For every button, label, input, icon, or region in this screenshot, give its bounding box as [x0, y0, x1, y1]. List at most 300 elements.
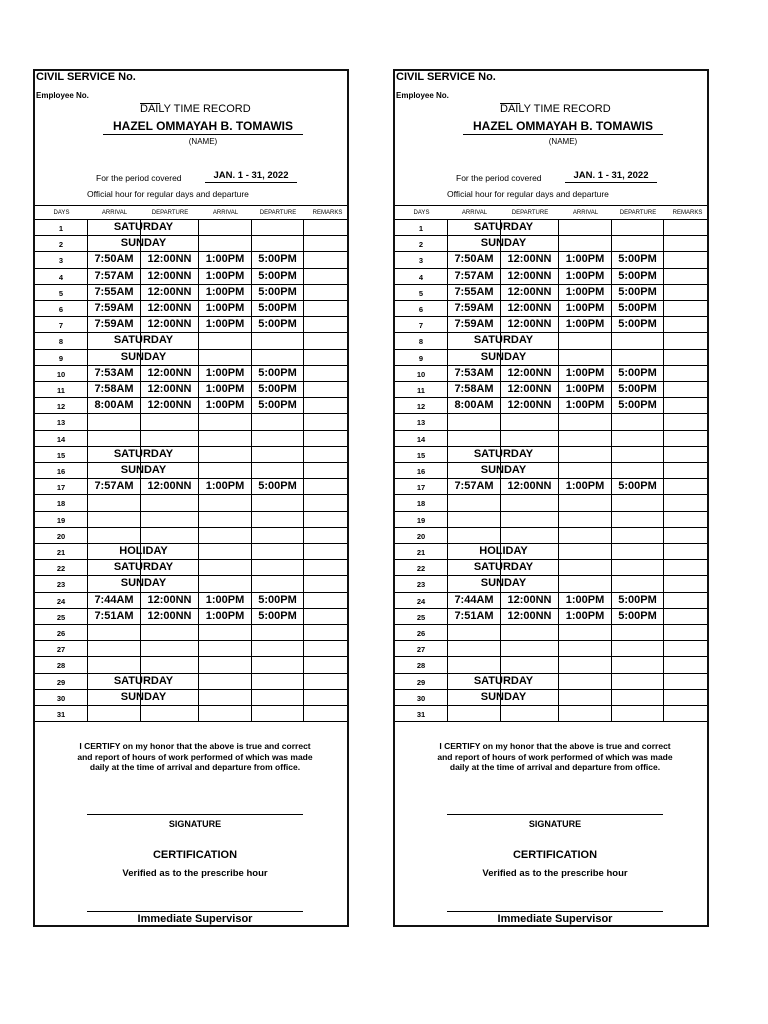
day-number: 30 — [35, 690, 88, 706]
departure-am-time: 12:00NN — [501, 479, 559, 495]
arrival-am-time: 8:00AM — [448, 398, 501, 414]
remarks-cell — [304, 528, 351, 544]
arrival-am-time: 7:58AM — [448, 382, 501, 398]
table-row — [395, 543, 707, 560]
empty-cell — [141, 414, 199, 430]
supervisor-signature-line — [87, 911, 303, 912]
departure-pm-time: 5:00PM — [252, 366, 304, 382]
day-number: 17 — [395, 479, 448, 495]
certify-statement: I CERTIFY on my honor that the above is true and correct and report of hours of work performed of which was made daily at the time of arrival and departure from office. — [77, 741, 313, 772]
empty-cell — [199, 447, 252, 463]
arrival-pm-time: 1:00PM — [199, 398, 252, 414]
day-number: 3 — [395, 252, 448, 268]
remarks-cell — [664, 333, 711, 349]
remarks-cell — [664, 690, 711, 706]
remarks-cell — [664, 431, 711, 447]
empty-cell — [199, 625, 252, 641]
remarks-cell — [304, 706, 351, 722]
day-number: 4 — [395, 269, 448, 285]
day-number: 23 — [395, 576, 448, 592]
empty-cell — [199, 495, 252, 511]
day-status-label: SUNDAY — [480, 237, 527, 250]
day-number: 28 — [395, 657, 448, 673]
remarks-cell — [664, 479, 711, 495]
day-number: 21 — [395, 544, 448, 560]
day-number: 1 — [35, 220, 88, 236]
empty-cell — [612, 414, 664, 430]
table-header — [395, 207, 707, 219]
empty-cell — [141, 657, 199, 673]
remarks-cell — [664, 414, 711, 430]
remarks-cell — [304, 463, 351, 479]
table-bottom-rule — [395, 721, 707, 722]
departure-am-time: 12:00NN — [501, 301, 559, 317]
empty-cell — [252, 625, 304, 641]
departure-pm-time: 5:00PM — [252, 609, 304, 625]
departure-pm-time: 5:00PM — [612, 479, 664, 495]
empty-cell — [559, 414, 612, 430]
empty-cell — [252, 463, 304, 479]
day-number: 2 — [35, 236, 88, 252]
empty-cell — [559, 447, 612, 463]
remarks-cell — [304, 593, 351, 609]
employee-no-label: Employee No. — [36, 91, 89, 100]
arrival-am-time: 7:51AM — [448, 609, 501, 625]
table-row — [35, 430, 347, 447]
day-number: 25 — [395, 609, 448, 625]
remarks-cell — [304, 576, 351, 592]
empty-cell — [252, 544, 304, 560]
remarks-cell — [664, 317, 711, 333]
empty-cell — [612, 560, 664, 576]
column-header: ARRIVAL — [101, 210, 128, 216]
day-number: 29 — [35, 674, 88, 690]
departure-am-time: 12:00NN — [141, 398, 199, 414]
arrival-am-time: 7:55AM — [88, 285, 141, 301]
empty-cell — [612, 463, 664, 479]
empty-cell — [88, 512, 141, 528]
empty-cell — [252, 495, 304, 511]
day-number: 16 — [35, 463, 88, 479]
remarks-cell — [304, 625, 351, 641]
day-number: 20 — [35, 528, 88, 544]
signature-line — [447, 814, 663, 815]
column-header: DAYS — [53, 210, 70, 216]
supervisor-signature-line — [447, 911, 663, 912]
employee-name: HAZEL OMMAYAH B. TOMAWIS — [463, 119, 663, 135]
day-number: 4 — [35, 269, 88, 285]
arrival-pm-time: 1:00PM — [199, 609, 252, 625]
day-number: 27 — [395, 641, 448, 657]
header-rule — [395, 205, 707, 206]
day-number: 12 — [35, 398, 88, 414]
arrival-am-time: 7:53AM — [88, 366, 141, 382]
signature-label: SIGNATURE — [168, 819, 222, 829]
table-row — [35, 251, 347, 268]
remarks-cell — [664, 350, 711, 366]
remarks-cell — [664, 560, 711, 576]
day-status-label: HOLIDAY — [119, 545, 168, 557]
table-row — [35, 592, 347, 609]
empty-cell — [88, 414, 141, 430]
day-status-label: SUNDAY — [120, 577, 167, 590]
empty-cell — [501, 641, 559, 657]
remarks-cell — [304, 236, 351, 252]
empty-cell — [448, 657, 501, 673]
period-label: For the period covered — [456, 173, 542, 183]
remarks-cell — [304, 333, 351, 349]
empty-cell — [559, 333, 612, 349]
column-header: DEPARTURE — [511, 210, 549, 216]
departure-am-time: 12:00NN — [141, 366, 199, 382]
empty-cell — [612, 236, 664, 252]
departure-pm-time: 5:00PM — [252, 382, 304, 398]
departure-am-time: 12:00NN — [501, 269, 559, 285]
remarks-cell — [664, 463, 711, 479]
departure-am-time: 12:00NN — [141, 301, 199, 317]
arrival-am-time: 7:57AM — [448, 269, 501, 285]
day-number: 8 — [35, 333, 88, 349]
remarks-cell — [664, 495, 711, 511]
day-number: 15 — [395, 447, 448, 463]
empty-cell — [559, 220, 612, 236]
empty-cell — [141, 641, 199, 657]
day-number: 25 — [35, 609, 88, 625]
day-number: 5 — [35, 285, 88, 301]
day-number: 10 — [35, 366, 88, 382]
arrival-pm-time: 1:00PM — [199, 479, 252, 495]
table-row — [35, 608, 347, 625]
empty-cell — [199, 236, 252, 252]
day-status-label: SUNDAY — [480, 350, 527, 363]
departure-pm-time: 5:00PM — [612, 366, 664, 382]
table-row — [35, 397, 347, 414]
departure-am-time: 12:00NN — [501, 398, 559, 414]
day-number: 30 — [395, 690, 448, 706]
table-row — [35, 462, 347, 479]
empty-cell — [199, 657, 252, 673]
remarks-cell — [664, 528, 711, 544]
empty-cell — [199, 350, 252, 366]
arrival-pm-time: 1:00PM — [199, 366, 252, 382]
table-row — [395, 575, 707, 592]
empty-cell — [252, 236, 304, 252]
departure-pm-time: 5:00PM — [252, 398, 304, 414]
empty-cell — [252, 674, 304, 690]
remarks-cell — [304, 269, 351, 285]
dtr-card-left — [33, 69, 349, 927]
table-row — [395, 592, 707, 609]
remarks-cell — [304, 382, 351, 398]
empty-cell — [612, 220, 664, 236]
departure-pm-time: 5:00PM — [252, 252, 304, 268]
empty-cell — [501, 625, 559, 641]
empty-cell — [559, 463, 612, 479]
arrival-am-time: 7:57AM — [88, 479, 141, 495]
remarks-cell — [304, 495, 351, 511]
arrival-pm-time: 1:00PM — [199, 301, 252, 317]
empty-cell — [559, 350, 612, 366]
remarks-cell — [664, 236, 711, 252]
empty-cell — [88, 495, 141, 511]
table-row — [395, 673, 707, 690]
table-row — [35, 689, 347, 706]
table-row — [395, 656, 707, 673]
arrival-am-time: 7:44AM — [88, 593, 141, 609]
day-number: 26 — [35, 625, 88, 641]
table-row — [395, 316, 707, 333]
empty-cell — [448, 431, 501, 447]
day-status-label: SUNDAY — [120, 237, 167, 250]
table-row — [35, 656, 347, 673]
remarks-cell — [304, 431, 351, 447]
day-number: 27 — [35, 641, 88, 657]
column-header: ARRIVAL — [461, 210, 488, 216]
table-row — [35, 575, 347, 592]
arrival-am-time: 7:58AM — [88, 382, 141, 398]
departure-pm-time: 5:00PM — [612, 285, 664, 301]
arrival-pm-time: 1:00PM — [559, 269, 612, 285]
empty-cell — [252, 560, 304, 576]
arrival-pm-time: 1:00PM — [559, 398, 612, 414]
remarks-cell — [664, 269, 711, 285]
table-row — [35, 413, 347, 430]
empty-cell — [88, 528, 141, 544]
arrival-am-time: 8:00AM — [88, 398, 141, 414]
table-row — [35, 219, 347, 236]
table-row — [35, 349, 347, 366]
departure-am-time: 12:00NN — [141, 269, 199, 285]
empty-cell — [199, 528, 252, 544]
arrival-pm-time: 1:00PM — [559, 252, 612, 268]
empty-cell — [199, 333, 252, 349]
empty-cell — [252, 512, 304, 528]
day-number: 15 — [35, 447, 88, 463]
table-row — [395, 494, 707, 511]
empty-cell — [612, 674, 664, 690]
day-number: 7 — [395, 317, 448, 333]
empty-cell — [501, 495, 559, 511]
table-row — [35, 624, 347, 641]
empty-cell — [252, 576, 304, 592]
remarks-cell — [664, 366, 711, 382]
header-rule — [35, 205, 347, 206]
day-number: 21 — [35, 544, 88, 560]
day-number: 16 — [395, 463, 448, 479]
day-number: 26 — [395, 625, 448, 641]
dtr-card-right — [393, 69, 709, 927]
empty-cell — [252, 350, 304, 366]
empty-cell — [199, 560, 252, 576]
day-number: 6 — [35, 301, 88, 317]
remarks-cell — [304, 366, 351, 382]
arrival-am-time: 7:59AM — [88, 317, 141, 333]
table-row — [395, 332, 707, 349]
table-row — [35, 332, 347, 349]
arrival-am-time: 7:55AM — [448, 285, 501, 301]
table-row — [35, 640, 347, 657]
departure-pm-time: 5:00PM — [252, 593, 304, 609]
table-row — [395, 640, 707, 657]
day-number: 7 — [35, 317, 88, 333]
table-row — [395, 300, 707, 317]
departure-am-time: 12:00NN — [501, 317, 559, 333]
empty-cell — [559, 576, 612, 592]
day-status-label: SUNDAY — [120, 690, 167, 703]
empty-cell — [199, 414, 252, 430]
name-caption: (NAME) — [548, 137, 578, 146]
remarks-cell — [664, 657, 711, 673]
period-value: JAN. 1 - 31, 2022 — [205, 170, 297, 183]
empty-cell — [448, 528, 501, 544]
departure-pm-time: 5:00PM — [612, 593, 664, 609]
empty-cell — [199, 706, 252, 722]
empty-cell — [612, 576, 664, 592]
day-number: 14 — [395, 431, 448, 447]
column-header: DEPARTURE — [259, 210, 297, 216]
day-status-label: SATURDAY — [113, 561, 174, 574]
signature-line — [87, 814, 303, 815]
empty-cell — [199, 463, 252, 479]
remarks-cell — [304, 560, 351, 576]
empty-cell — [612, 350, 664, 366]
empty-cell — [141, 431, 199, 447]
day-number: 18 — [35, 495, 88, 511]
empty-cell — [141, 528, 199, 544]
arrival-am-time: 7:51AM — [88, 609, 141, 625]
day-number: 11 — [395, 382, 448, 398]
arrival-am-time: 7:57AM — [88, 269, 141, 285]
table-row — [35, 494, 347, 511]
table-row — [395, 624, 707, 641]
table-row — [35, 543, 347, 560]
remarks-cell — [304, 252, 351, 268]
table-row — [395, 381, 707, 398]
table-row — [35, 284, 347, 301]
day-number: 28 — [35, 657, 88, 673]
column-header: ARRIVAL — [572, 210, 599, 216]
table-row — [35, 673, 347, 690]
signature-label: SIGNATURE — [528, 819, 582, 829]
empty-cell — [199, 690, 252, 706]
remarks-cell — [304, 285, 351, 301]
table-row — [395, 527, 707, 544]
day-number: 11 — [35, 382, 88, 398]
day-number: 3 — [35, 252, 88, 268]
remarks-cell — [304, 690, 351, 706]
empty-cell — [448, 414, 501, 430]
empty-cell — [612, 706, 664, 722]
departure-pm-time: 5:00PM — [252, 301, 304, 317]
day-status-label: SUNDAY — [480, 577, 527, 590]
empty-cell — [141, 495, 199, 511]
arrival-pm-time: 1:00PM — [199, 593, 252, 609]
table-row — [395, 689, 707, 706]
day-number: 24 — [35, 593, 88, 609]
departure-am-time: 12:00NN — [141, 479, 199, 495]
day-status-label: SATURDAY — [473, 334, 534, 347]
empty-cell — [559, 690, 612, 706]
day-number: 1 — [395, 220, 448, 236]
remarks-cell — [664, 252, 711, 268]
table-row — [35, 705, 347, 722]
arrival-am-time: 7:53AM — [448, 366, 501, 382]
day-number: 18 — [395, 495, 448, 511]
empty-cell — [141, 512, 199, 528]
remarks-cell — [304, 479, 351, 495]
table-row — [395, 478, 707, 495]
departure-pm-time: 5:00PM — [612, 317, 664, 333]
table-row — [35, 559, 347, 576]
departure-am-time: 12:00NN — [141, 593, 199, 609]
empty-cell — [448, 512, 501, 528]
arrival-pm-time: 1:00PM — [559, 382, 612, 398]
arrival-am-time: 7:57AM — [448, 479, 501, 495]
day-status-label: SUNDAY — [480, 464, 527, 476]
day-number: 5 — [395, 285, 448, 301]
empty-cell — [448, 625, 501, 641]
certification-heading: CERTIFICATION — [152, 849, 238, 861]
day-number: 31 — [395, 706, 448, 722]
column-header: REMARKS — [672, 210, 703, 216]
empty-cell — [252, 528, 304, 544]
remarks-cell — [664, 220, 711, 236]
employee-no-label: Employee No. — [396, 91, 449, 100]
column-header: DEPARTURE — [619, 210, 657, 216]
table-row — [395, 268, 707, 285]
arrival-pm-time: 1:00PM — [559, 301, 612, 317]
day-number: 19 — [395, 512, 448, 528]
supervisor-label: Immediate Supervisor — [497, 913, 613, 925]
remarks-cell — [304, 674, 351, 690]
empty-cell — [141, 706, 199, 722]
arrival-pm-time: 1:00PM — [559, 285, 612, 301]
remarks-cell — [304, 512, 351, 528]
remarks-cell — [664, 398, 711, 414]
day-number: 13 — [35, 414, 88, 430]
empty-cell — [252, 220, 304, 236]
table-row — [35, 300, 347, 317]
empty-cell — [612, 625, 664, 641]
empty-cell — [612, 495, 664, 511]
arrival-pm-time: 1:00PM — [199, 252, 252, 268]
departure-am-time: 12:00NN — [501, 593, 559, 609]
period-value: JAN. 1 - 31, 2022 — [565, 170, 657, 183]
empty-cell — [612, 544, 664, 560]
empty-cell — [199, 674, 252, 690]
table-row — [35, 268, 347, 285]
empty-cell — [559, 641, 612, 657]
day-status-label: SATURDAY — [113, 447, 174, 460]
empty-cell — [559, 674, 612, 690]
day-number: 19 — [35, 512, 88, 528]
empty-cell — [252, 431, 304, 447]
day-number: 10 — [395, 366, 448, 382]
empty-cell — [612, 657, 664, 673]
table-row — [35, 478, 347, 495]
column-header: REMARKS — [312, 210, 343, 216]
day-number: 23 — [35, 576, 88, 592]
day-number: 22 — [35, 560, 88, 576]
table-row — [35, 316, 347, 333]
supervisor-label: Immediate Supervisor — [137, 913, 253, 925]
arrival-am-time: 7:50AM — [88, 252, 141, 268]
remarks-cell — [664, 447, 711, 463]
departure-pm-time: 5:00PM — [612, 398, 664, 414]
empty-cell — [501, 414, 559, 430]
arrival-am-time: 7:44AM — [448, 593, 501, 609]
empty-cell — [448, 495, 501, 511]
